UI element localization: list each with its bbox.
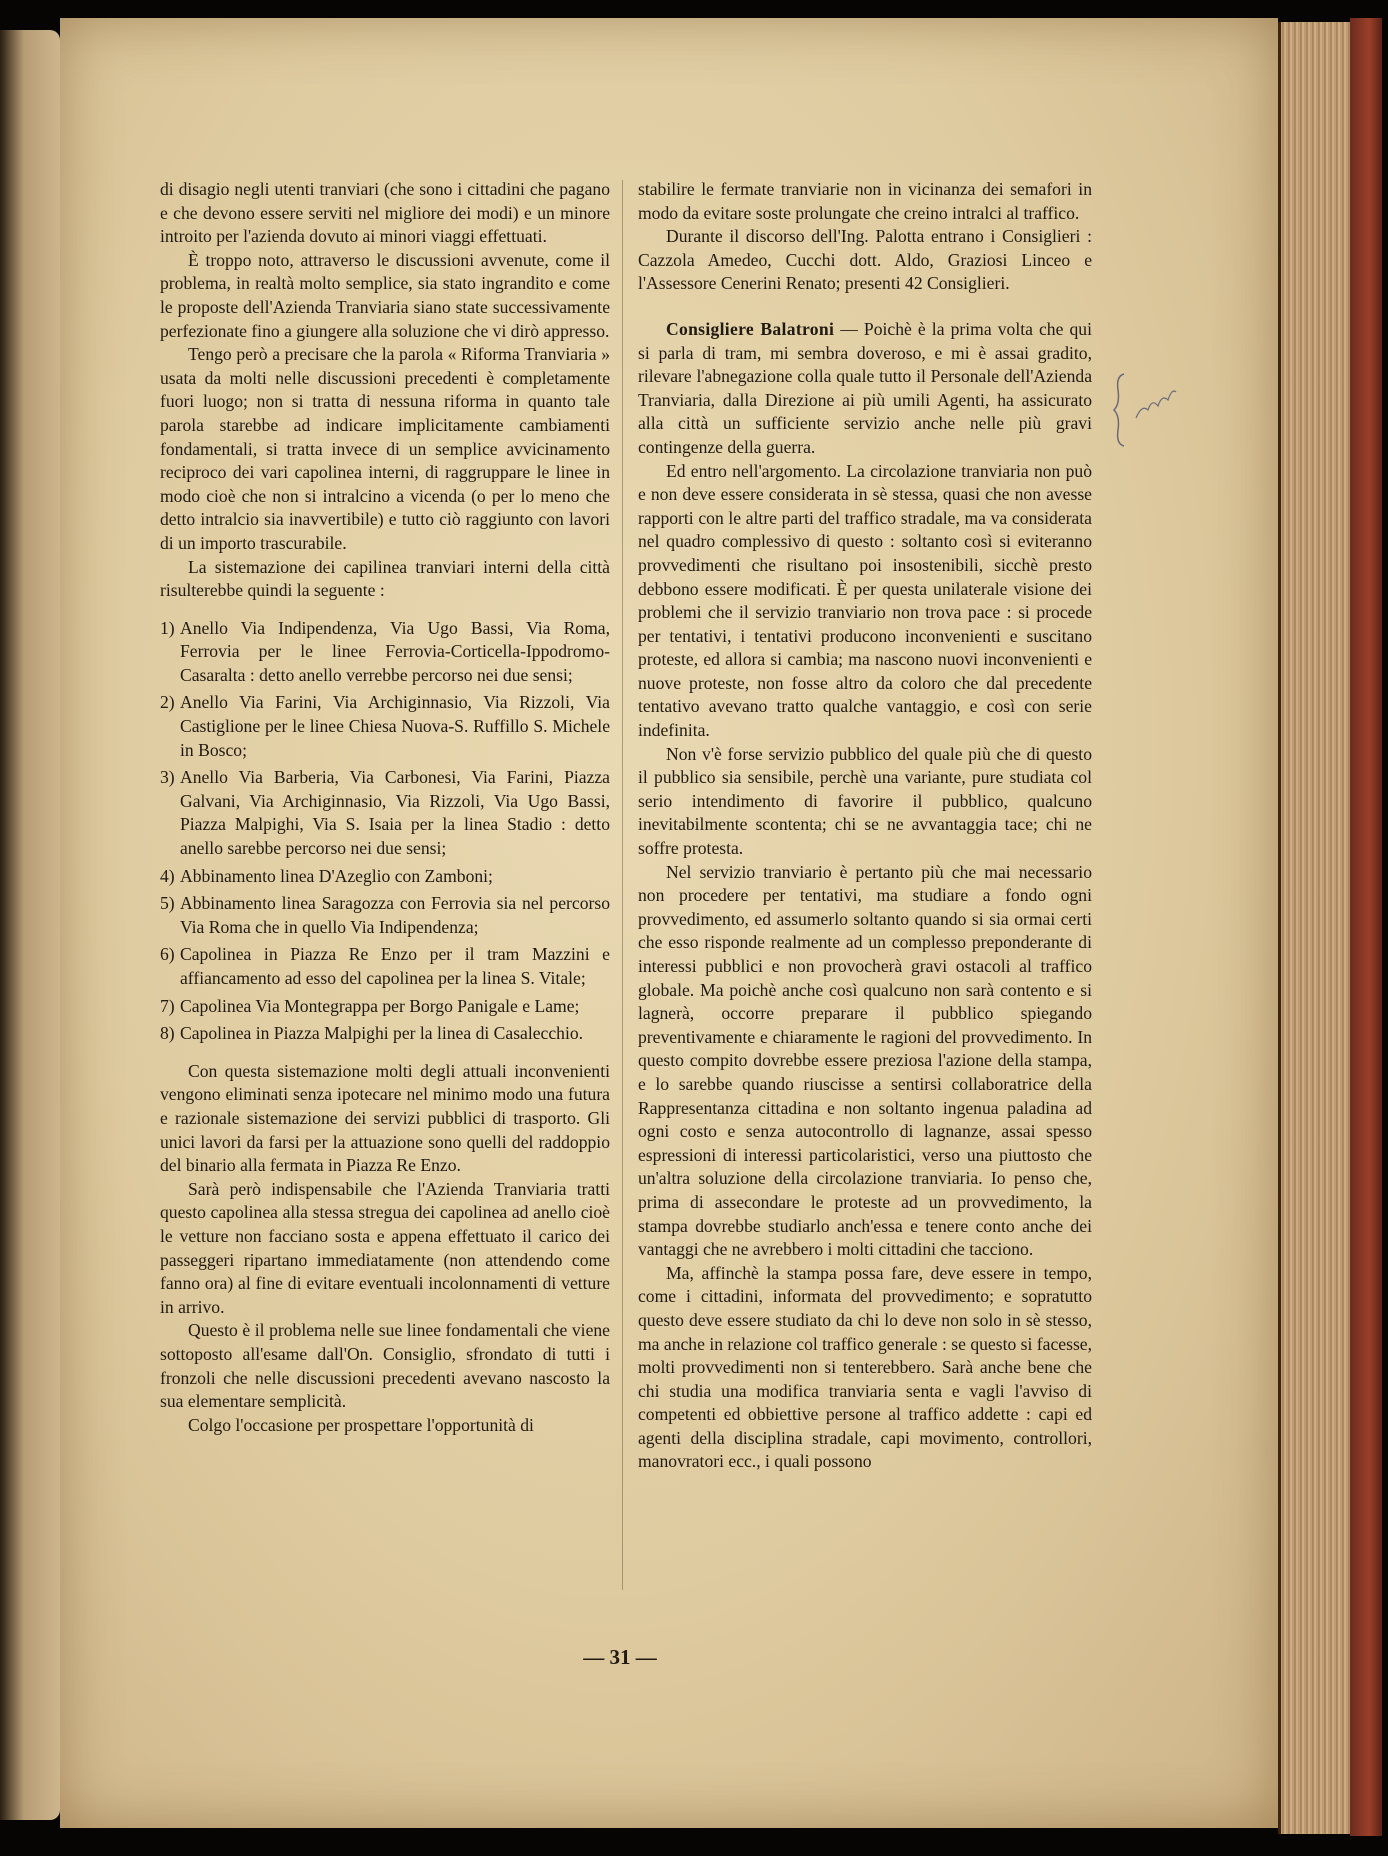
list-item [160, 766, 610, 860]
list-item-number: 7) [160, 995, 175, 1016]
paragraph: di disagio negli utenti tranviari (che sono i cittadini che pagano e che devono essere serviti nel migliore dei modi) e un minore introito per l'azienda dovuto ai minori viaggi effettuati. [160, 179, 610, 247]
list-item [160, 943, 610, 990]
speaker-text: — Poichè è la prima volta che qui si parla di tram, mi sembra doveroso, e mi è assai gradito, rilevare l'abnegazione colla quale tutto il Personale dell'Azienda Tranviaria, dalla Direzione ai più umili Agenti, ha assicurato alla città un sufficiente servizio anche nelle più gravi contingenze della guerra. [638, 318, 1092, 457]
paragraph: Nel servizio tranviario è pertanto più che mai necessario non procedere per tentativi, ma studiare a fondo ogni provvedimento, ed assumerlo soltanto quando si sia ormai certi che esso risponde realmente ad un complesso preponderante di interessi pubblici e non provocherà gravi ostacoli al traffico globale. Ma poichè anche così qualcuno non sarà contento e si lagnerà, occorre preparare il pubblico spiegando preventivamente e chiaramente le ragioni del provvedimento. In questo compito dovrebbe essere preziosa l'azione della stampa, e lo sarebbe quando riuscisse a sentirsi collaboratrice della Rappresentanza cittadina e non soltanto ingenua paladina ad ogni costo e senza autocontrollo di lagnanze, assai spesso espressioni di interessi particolaristici, verso una piuttosto che un'altra soluzione della circolazione tranviaria. Io penso che, prima di assecondare le proteste ad un provvedimento, la stampa dovrebbe studiarlo anch'essa e tenere conto anche dei vantaggi che ne avrebbero i molti cittadini che tacciono. [638, 861, 1092, 1260]
page-number: — 31 — [583, 1645, 657, 1669]
list-item-text: Anello Via Farini, Via Archiginnasio, Via Rizzoli, Via Castiglione per le linee Chiesa Nuova-S. Ruffillo S. Michele in Bosco; [180, 692, 610, 760]
list-item-text: Capolinea in Piazza Re Enzo per il tram Mazzini e affiancamento ad esso del capolinea per la linea S. Vitale; [180, 944, 610, 988]
column-divider [622, 180, 623, 1590]
list-item-number: 6) [160, 944, 175, 965]
facing-page-edge [0, 30, 60, 1820]
list-item-number: 2) [160, 692, 175, 713]
paragraph: Colgo l'occasione per prospettare l'opportunità di [188, 1414, 534, 1435]
list-item [160, 691, 610, 762]
right-column [638, 178, 1092, 1474]
paragraph: Tengo però a precisare che la parola « Riforma Tranviaria » usata da molti nelle discussioni precedenti è completamente fuori luogo; non si tratta di nessuna riforma in quanto tale parola starebbe ad indicare implicitamente cambiamenti fondamentali, si tratta invece di un semplice avvicinamento reciproco dei vari capolinea interni, di raggruppare le linee in modo cioè che non si intralcino a vicenda (o per lo meno che detto intralcio sia inavvertibile) e tutto ciò raggiunto con lavori di un importo trascurabile. [160, 344, 610, 553]
speaker-heading: Consigliere Balatroni [666, 318, 835, 339]
paragraph: Ma, affinchè la stampa possa fare, deve essere in tempo, come i cittadini, informata del provvedimento; e sopratutto questo deve essere studiato da chi lo deve non solo in sè stesso, ma anche in relazione col traffico generale : se questo si facesse, molti provvedimenti non si tenterebbero. Sarà anche bene che chi studia una modifica tranviaria senta e vagli l'avviso di competenti ed obbiettive persone al traffico addette : capi ed agenti della disciplina stradale, capi movimento, controllori, manovratori ecc., i quali possono [638, 1262, 1092, 1472]
paragraph: Durante il discorso dell'Ing. Palotta entrano i Consiglieri : Cazzola Amedeo, Cucchi dott. Aldo, Graziosi Linceo e l'Assessore Cenerini Renato; presenti 42 Consiglieri. [638, 226, 1092, 294]
paragraph: Non v'è forse servizio pubblico del quale più che di questo il pubblico sia sensibile, perchè una variante, pure studiata col serio intendimento di favorire il pubblico, qualcuno inevitabilmente scontenta; chi se ne avvantaggia tace; chi ne soffre protesta. [638, 743, 1092, 859]
list-item-text: Capolinea Via Montegrappa per Borgo Panigale e Lame; [180, 995, 580, 1016]
list-item-text: Abbinamento linea D'Azeglio con Zamboni; [180, 865, 493, 886]
list-item-number: 3) [160, 767, 175, 788]
paragraph: Questo è il problema nelle sue linee fondamentali che viene sottoposto all'esame dall'On. Consiglio, sfrondato di tutti i fronzoli che nelle discussioni precedenti avevano nascosto la sua elementare semplicità. [160, 1320, 610, 1412]
paragraph: Ed entro nell'argomento. La circolazione tranviaria non può e non deve essere considerata in sè stessa, quasi che non avesse rapporti con le altre parti del traffico stradale, ma va considerata nel quadro complessivo di questo : soltanto così si eviteranno provvedimenti che risultano poi insostenibili, sicchè presto debbono essere modificati. È per questa unilaterale visione dei problemi che il servizio tranviario non trova pace : si procede per tentativi, i tentativi producono inconvenienti e suscitano proteste, ed allora si cambia; ma nascono nuovi inconvenienti e nuove proteste, non fosse altro da coloro che dal precedente tentativo avevano tratto qualche vantaggio, e così con serie indefinita. [638, 460, 1092, 741]
left-column [160, 178, 610, 1437]
list-item-text: Abbinamento linea Saragozza con Ferrovia sia nel percorso Via Roma che in quello Via Indipendenza; [180, 893, 610, 937]
speaker-paragraph [638, 318, 1092, 460]
paragraph: Sarà però indispensabile che l'Azienda Tranviaria tratti questo capolinea alla stessa stregua dei capolinea ad anello cioè le vetture non facciano sosta e appena effettuato il carico dei passeggeri ripartano immediatamente (non attendendo come fanno ora) al fine di evitare eventuali incolonnamenti di vetture in arrivo. [160, 1178, 610, 1317]
list-item [160, 995, 610, 1019]
list-item-text: Anello Via Indipendenza, Via Ugo Bassi, Via Roma, Ferrovia per le linee Ferrovia-Corticella-Ippodromo-Casaralta : detto anello verrebbe percorso nei due sensi; [180, 617, 610, 685]
paragraph: È troppo noto, attraverso le discussioni avvenute, come il problema, in realtà molto semplice, sia stato ingrandito e come le proposte dell'Azienda Tranviaria siano state successivamente perfezionate fino a giungere alla soluzione che vi dirò appresso. [160, 249, 610, 341]
handwritten-bracket-annotation [1112, 370, 1182, 450]
list-item-text: Anello Via Barberia, Via Carbonesi, Via Farini, Piazza Galvani, Via Archiginnasio, Via Rizzoli, Via Ugo Bassi, Piazza Malpighi, Via S. Isaia per la linea Stadio : detto anello sarebbe percorso nei due sensi; [180, 767, 610, 859]
list-item-number: 4) [160, 865, 175, 886]
list-item [160, 1022, 610, 1046]
list-item [160, 865, 610, 889]
terminus-list [160, 617, 610, 1046]
list-item-text: Capolinea in Piazza Malpighi per la linea di Casalecchio. [180, 1023, 584, 1044]
list-item-number: 8) [160, 1023, 175, 1044]
book-cover-edge [1350, 18, 1382, 1836]
paragraph: Con questa sistemazione molti degli attuali inconvenienti vengono eliminati senza ipotecare nel minimo modo una futura e razionale sistemazione dei servizi pubblici di trasporto. Gli unici lavori da farsi per la attuazione sono quelli del raddoppio del binario alla fermata in Piazza Re Enzo. [160, 1060, 610, 1176]
list-item-number: 1) [160, 617, 175, 638]
paragraph: stabilire le fermate tranviarie non in vicinanza dei semafori in modo da evitare soste prolungate che creino intralci al traffico. [638, 179, 1092, 223]
list-item-number: 5) [160, 893, 175, 914]
paragraph: La sistemazione dei capilinea tranviari interni della città risulterebbe quindi la seguente : [160, 556, 610, 601]
list-item [160, 892, 610, 939]
list-item [160, 617, 610, 688]
